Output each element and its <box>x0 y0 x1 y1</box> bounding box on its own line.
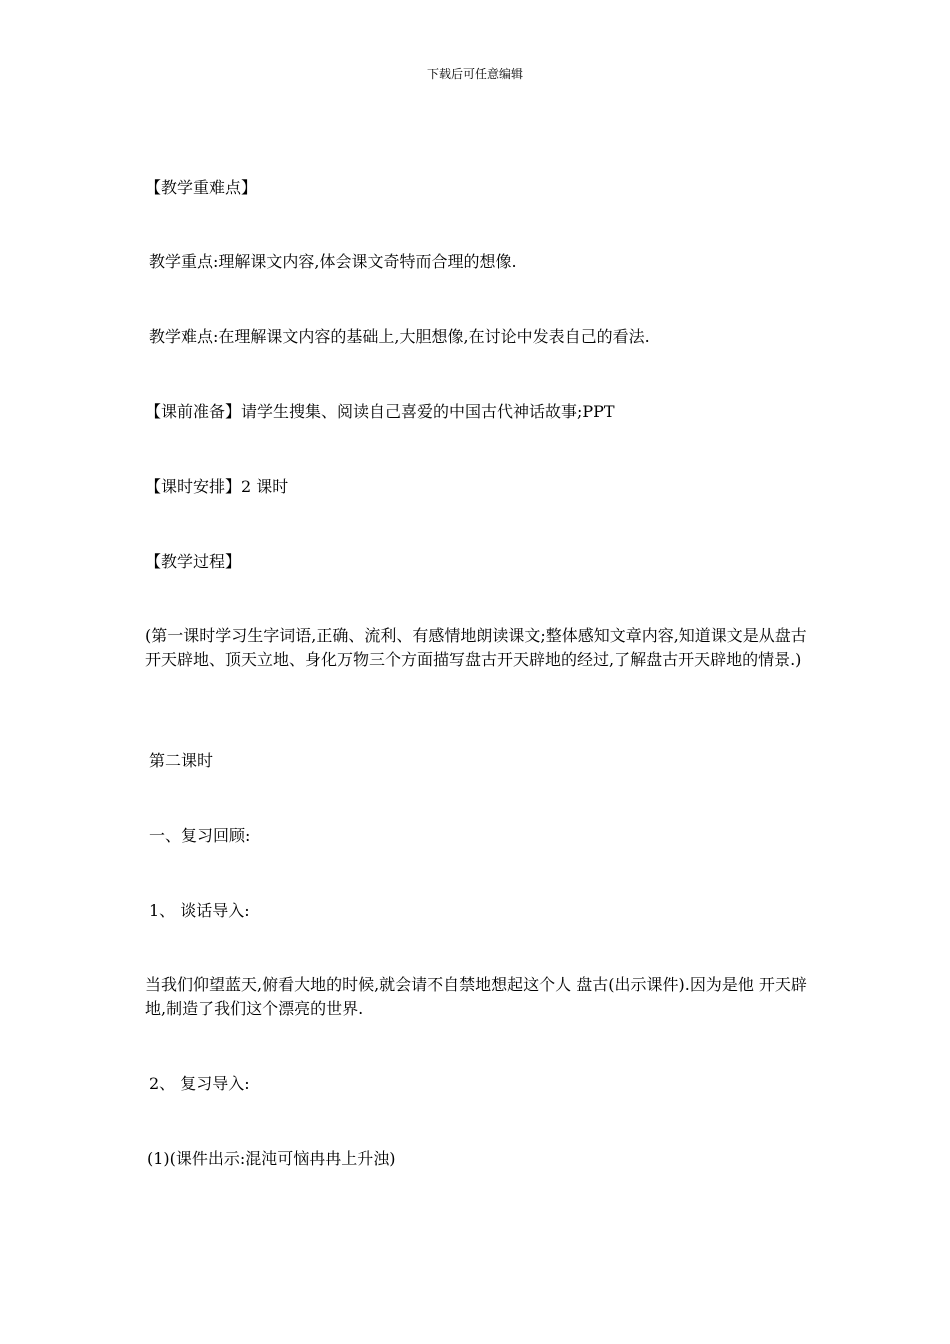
paragraph-pangu-intro: 当我们仰望蓝天,俯看大地的时候,就会请不自禁地想起这个人 盘古(出示课件).因为是他 开天辟地,制造了我们这个漂亮的世界. <box>145 975 807 1018</box>
section-heading-key-points: 【教学重难点】 <box>145 178 258 197</box>
paragraph-courseware-words: (1)(课件出示:混沌可恼冉冉上升浊) <box>147 1149 396 1168</box>
paragraph-schedule: 【课时安排】2 课时 <box>145 477 289 496</box>
paragraph-review-intro: 2、 复习导入: <box>149 1074 250 1093</box>
page-header: 下载后可任意编辑 <box>426 67 523 81</box>
paragraph-key-point: 教学重点:理解课文内容,体会课文奇特而合理的想像. <box>149 252 517 271</box>
paragraph-second-lesson-title: 第二课时 <box>149 751 214 770</box>
paragraph-preparation: 【课前准备】请学生搜集、阅读自己喜爱的中国古代神话故事;PPT <box>145 402 615 421</box>
paragraph-review-heading: 一、复习回顾: <box>149 826 251 845</box>
paragraph-first-lesson: (第一课时学习生字词语,正确、流利、有感情地朗读课文;整体感知文章内容,知道课文是从盘古开天辟地、顶天立地、身化万物三个方面描写盘古开天辟地的经过,了解盘古开天辟地的情景.) <box>145 626 807 669</box>
section-heading-process: 【教学过程】 <box>145 552 242 571</box>
paragraph-talk-intro: 1、 谈话导入: <box>149 901 250 920</box>
paragraph-difficult-point: 教学难点:在理解课文内容的基础上,大胆想像,在讨论中发表自己的看法. <box>149 327 650 346</box>
